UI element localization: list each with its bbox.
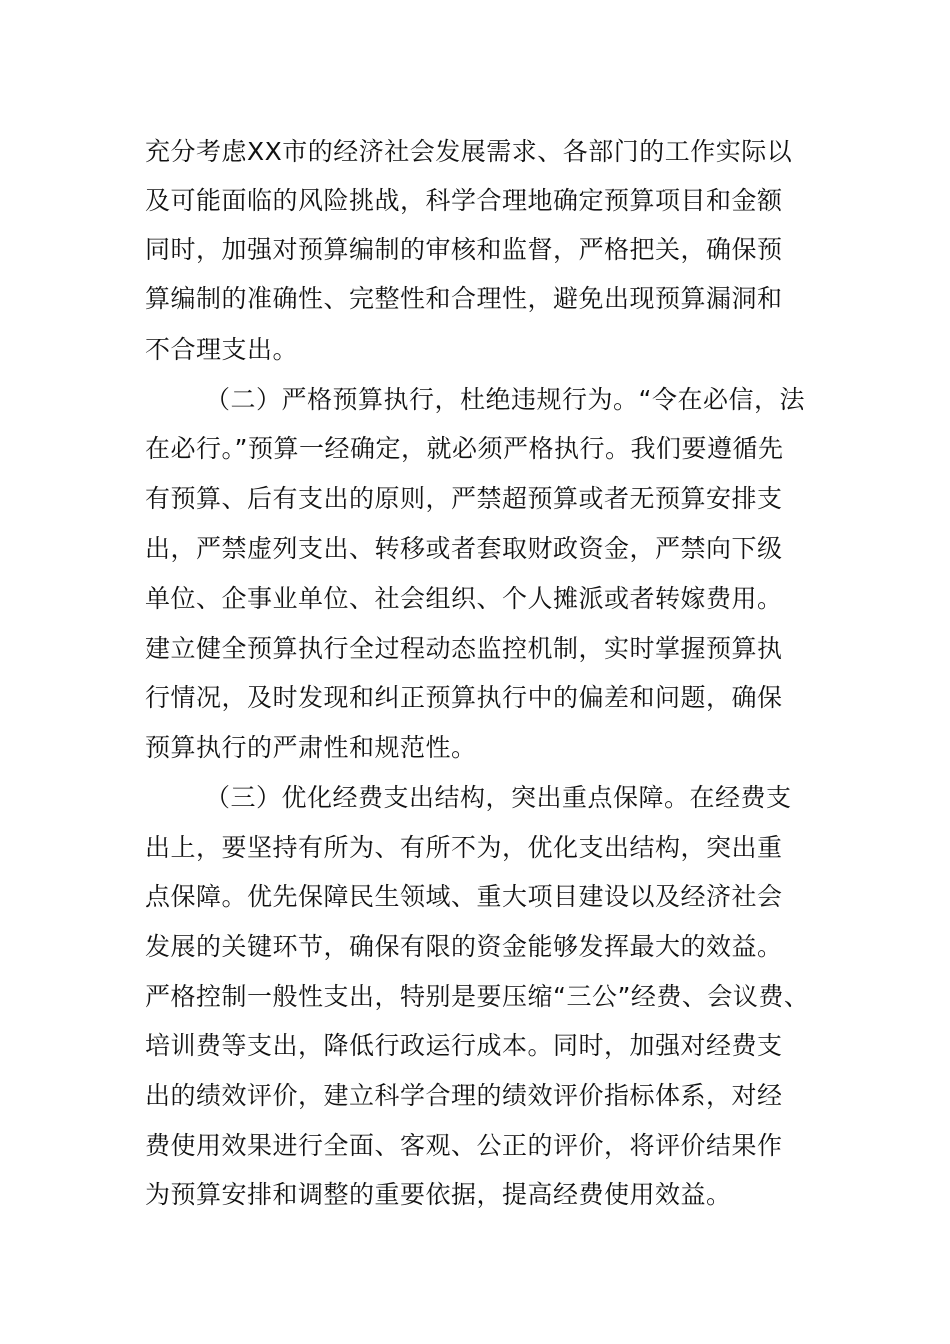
text-line: 发展的关键环节，确保有限的资金能够发挥最大的效益。	[145, 932, 783, 961]
text-line: 出，严禁虚列支出、转移或者套取财政资金，严禁向下级	[145, 534, 783, 563]
text-line: 行情况，及时发现和纠正预算执行中的偏差和问题，确保	[145, 683, 783, 712]
text-line: 为预算安排和调整的重要依据，提高经费使用效益。	[145, 1180, 732, 1209]
text-line: 出的绩效评价，建立科学合理的绩效评价指标体系，对经	[145, 1081, 783, 1110]
text-line: 有预算、后有支出的原则，严禁超预算或者无预算安排支	[145, 484, 783, 513]
section-heading-3: （三）优化经费支出结构，突出重点保障。在经费支	[205, 783, 792, 812]
text-line: 出上，要坚持有所为、有所不为，优化支出结构，突出重	[145, 833, 783, 862]
text-line: 充分考虑XX市的经济社会发展需求、各部门的工作实际以	[145, 137, 793, 166]
text-line: 不合理支出。	[145, 335, 299, 364]
text-line: 建立健全预算执行全过程动态监控机制，实时掌握预算执	[145, 634, 783, 663]
text-line: 及可能面临的风险挑战，科学合理地确定预算项目和金额	[145, 186, 783, 215]
section-heading-2: （二）严格预算执行，杜绝违规行为。“令在必信，法	[205, 385, 805, 414]
text-line: 严格控制一般性支出，特别是要压缩“三公”经费、会议费、	[145, 982, 810, 1011]
text-line: 费使用效果进行全面、客观、公正的评价，将评价结果作	[145, 1131, 783, 1160]
text-line: 预算执行的严肃性和规范性。	[145, 733, 477, 762]
text-line: 算编制的准确性、完整性和合理性，避免出现预算漏洞和	[145, 284, 783, 313]
text-line: 单位、企事业单位、社会组织、个人摊派或者转嫁费用。	[145, 584, 783, 613]
text-line: 在必行。”预算一经确定，就必须严格执行。我们要遵循先	[145, 434, 784, 463]
text-line: 点保障。优先保障民生领域、重大项目建设以及经济社会	[145, 882, 783, 911]
text-line: 培训费等支出，降低行政运行成本。同时，加强对经费支	[145, 1031, 783, 1060]
text-line: 同时，加强对预算编制的审核和监督，严格把关，确保预	[145, 235, 783, 264]
